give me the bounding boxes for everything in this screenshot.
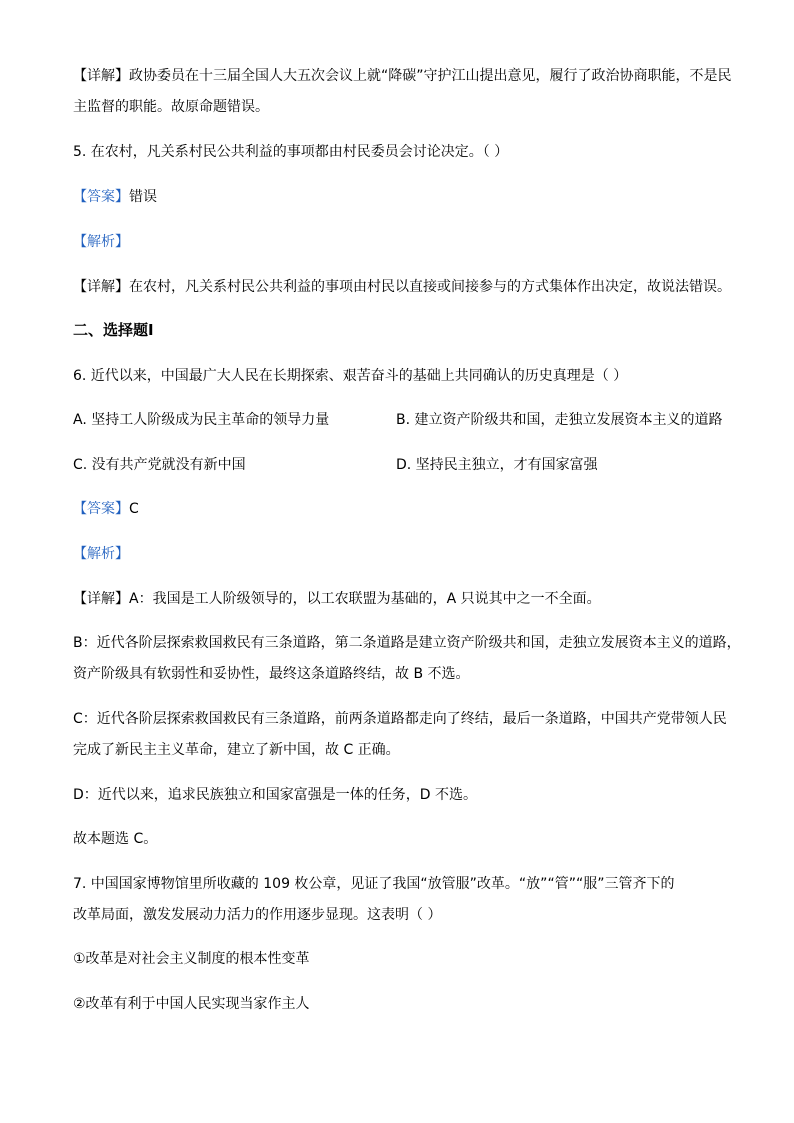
q6-detail-c-line2: 完成了新民主主义革命，建立了新中国，故 C 正确。 [73, 742, 400, 758]
q6-detail-c-line1: C：近代各阶层探索救国救民有三条道路，前两条道路都走向了终结，最后一条道路，中国共产党带领人民 [73, 711, 727, 727]
q6-detail-d: D：近代以来，追求民族独立和国家富强是一体的任务，D 不选。 [73, 787, 478, 803]
q6-option-a: A. 坚持工人阶级成为民主革命的领导力量 [73, 412, 330, 428]
q5-question: 5. 在农村，凡关系村民公共利益的事项都由村民委员会讨论决定。（ ） [73, 144, 509, 160]
q5-analysis-tag: 【解析】 [73, 234, 129, 250]
q6-question: 6. 近代以来，中国最广大人民在长期探索、艰苦奋斗的基础上共同确认的历史真理是（ ） [73, 368, 628, 384]
q5-answer [73, 187, 157, 207]
q6-option-c: C. 没有共产党就没有新中国 [73, 457, 246, 473]
answer-tag: 【答案】 [73, 501, 129, 517]
q7-item-2: ②改革有利于中国人民实现当家作主人 [73, 996, 310, 1012]
detail-tag: 【详解】 [73, 591, 129, 607]
q6-detail-a [73, 589, 601, 609]
detail-tag: 【详解】 [73, 279, 129, 295]
q7-item-1: ①改革是对社会主义制度的根本性变革 [73, 951, 310, 967]
q6-analysis-tag: 【解析】 [73, 546, 129, 562]
q6-detail-b-line1: B：近代各阶层探索救国救民有三条道路，第二条道路是建立资产阶级共和国，走独立发展资本主义的道路， [73, 635, 741, 651]
q6-option-d: D. 坚持民主独立，才有国家富强 [396, 457, 598, 473]
answer-tag: 【答案】 [73, 189, 129, 205]
q6-detail-b-line2: 资产阶级具有软弱性和妥协性，最终这条道路终结，故 B 不选。 [73, 666, 470, 682]
q5-detail [73, 277, 731, 297]
q7-question-line2: 改革局面，激发发展动力活力的作用逐步显现。这表明（ ） [73, 907, 442, 923]
q6-detail-a-text: A：我国是工人阶级领导的，以工农联盟为基础的，A 只说其中之一不全面。 [129, 591, 601, 607]
detail-tag: 【详解】 [73, 68, 129, 84]
section-heading: 二、选择题Ⅰ [73, 321, 154, 339]
q6-option-b: B. 建立资产阶级共和国，走独立发展资本主义的道路 [396, 412, 723, 428]
q4-detail-line2: 主监督的职能。故原命题错误。 [73, 99, 269, 115]
q5-answer-value: 错误 [129, 189, 157, 205]
q7-question-line1: 7. 中国国家博物馆里所收藏的 109 枚公章，见证了我国“放管服”改革。“放”“管”“服”三管齐下的 [73, 876, 675, 892]
q6-conclusion: 故本题选 C。 [73, 831, 158, 847]
q6-answer [73, 499, 139, 519]
q5-detail-text: 在农村，凡关系村民公共利益的事项由村民以直接或间接参与的方式集体作出决定，故说法错误。 [129, 279, 731, 295]
q4-detail-line1 [73, 66, 732, 86]
q4-detail-text: 政协委员在十三届全国人大五次会议上就“降碳”守护江山提出意见，履行了政治协商职能，不是民 [129, 68, 732, 84]
q6-answer-value: C [129, 501, 139, 517]
